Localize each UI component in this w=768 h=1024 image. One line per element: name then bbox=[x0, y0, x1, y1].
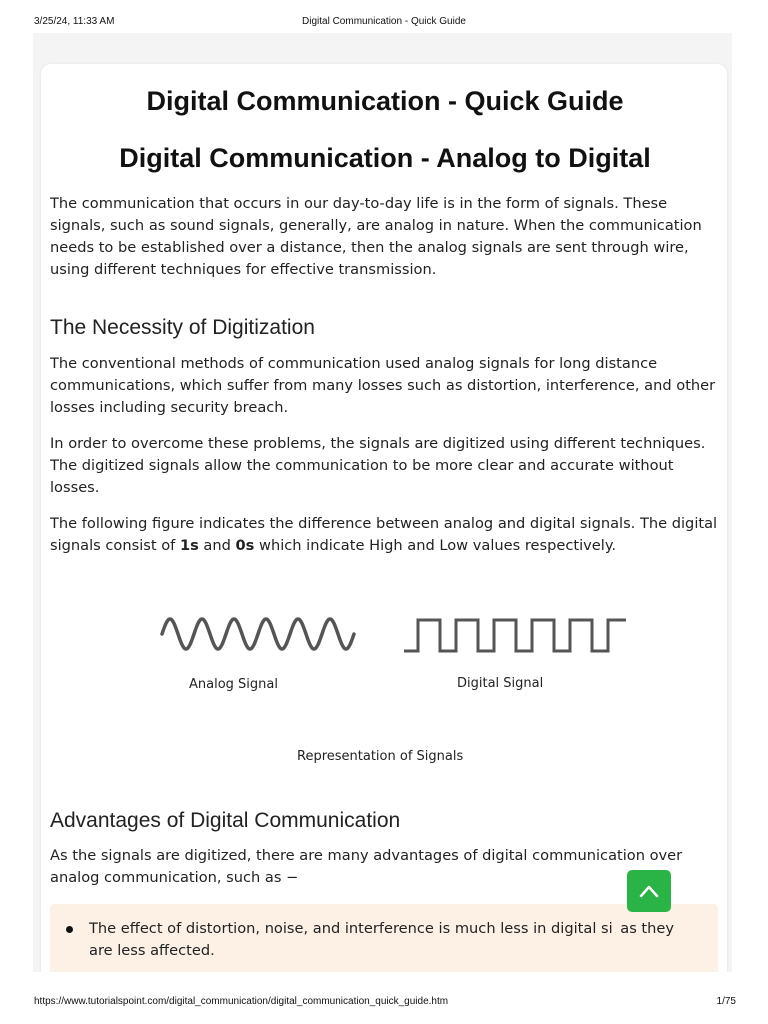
analog-signal-wave bbox=[162, 619, 354, 649]
signals-figure bbox=[146, 604, 626, 774]
scroll-to-top-button[interactable] bbox=[627, 870, 671, 912]
signals-illustration bbox=[146, 604, 626, 674]
section-heading-digitization: The Necessity of Digitization bbox=[50, 316, 315, 339]
bullet-icon bbox=[66, 926, 73, 933]
chevron-up-icon bbox=[639, 884, 659, 898]
p3-text-after: which indicate High and Low values respectively. bbox=[254, 537, 617, 554]
section-heading-advantages: Advantages of Digital Communication bbox=[50, 809, 401, 832]
figure-caption: Representation of Signals bbox=[297, 749, 464, 764]
digital-signal-label: Digital Signal bbox=[457, 676, 544, 691]
digitization-paragraph-3 bbox=[50, 513, 720, 557]
analog-signal-label: Analog Signal bbox=[189, 677, 278, 692]
intro-paragraph: The communication that occurs in our day-to-day life is in the form of signals. These signals, such as sound signals, generally, are analog in nature. When the communication needs to be established over a distance, then the analog signals are sent through wire, using different techniques for effective transmission. bbox=[50, 195, 702, 278]
advantages-paragraph: As the signals are digitized, there are many advantages of digital communication over analog communication, such as − bbox=[50, 847, 683, 886]
advantages-list-box bbox=[50, 904, 718, 972]
print-header bbox=[0, 16, 768, 30]
article-card bbox=[41, 64, 727, 972]
digitization-paragraph-2: In order to overcome these problems, the signals are digitized using different techniques. The digitized signals allow the communication to be more clear and accurate without losses. bbox=[50, 435, 706, 496]
advantages-list bbox=[50, 904, 718, 962]
print-datetime: 3/25/24, 11:33 AM bbox=[34, 16, 115, 27]
p3-bold-zeros: 0s bbox=[235, 537, 255, 554]
list-item-text: The effect of distortion, noise, and interference is much less in digital si as they are less affected. bbox=[89, 920, 675, 959]
p3-text-before: The following figure indicates the difference between analog and digital signals. The digital signals consist of bbox=[50, 515, 718, 554]
print-url: https://www.tutorialspoint.com/digital_communication/digital_communication_quick_guide.htm bbox=[34, 996, 449, 1007]
print-footer bbox=[0, 996, 768, 1010]
page-title: Digital Communication - Quick Guide bbox=[146, 86, 624, 116]
list-item bbox=[50, 904, 689, 962]
print-page-number: 1/75 bbox=[716, 996, 736, 1007]
digitization-paragraph-1: The conventional methods of communication used analog signals for long distance communications, which suffer from many losses such as distortion, interference, and other losses including security breach. bbox=[50, 355, 716, 416]
p3-text-mid: and bbox=[198, 537, 236, 554]
page-background bbox=[33, 33, 732, 972]
digital-signal-wave bbox=[404, 620, 626, 651]
chapter-title: Digital Communication - Analog to Digital bbox=[119, 143, 651, 173]
print-title: Digital Communication - Quick Guide bbox=[302, 16, 466, 27]
p3-bold-ones: 1s bbox=[179, 537, 199, 554]
